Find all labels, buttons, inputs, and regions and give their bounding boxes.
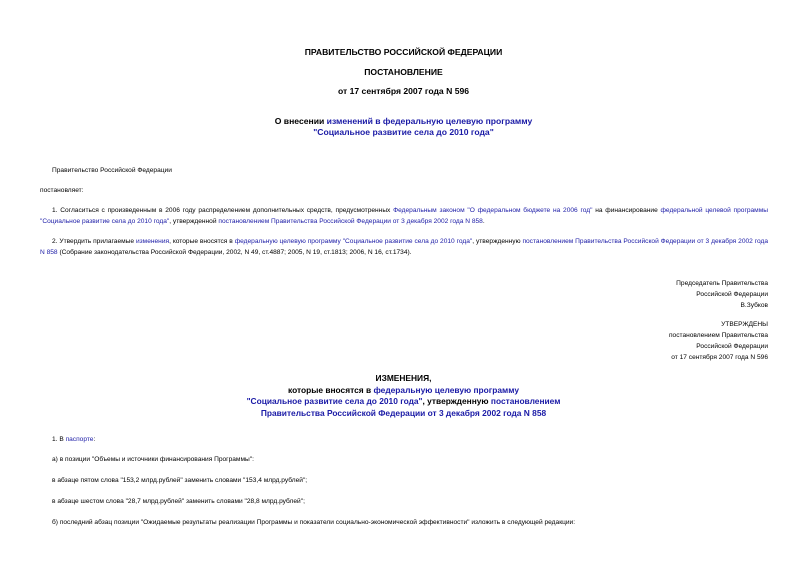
para2-text-4: (Собрание законодательства Российской Федерации, 2002, N 49, ст.4887; 2005, N 19, ст.1813; 2006, N 16, ст.1734).: [57, 249, 412, 256]
item-b: б) последний абзац позиции "Ожидаемые результаты реализации Программы и показатели социально-экономической эффективности" изложить в следующей редакции:: [52, 519, 576, 526]
doc-title: [0, 116, 807, 138]
changes-line-4: [0, 408, 807, 420]
signature-name: В.Зубков: [740, 302, 768, 309]
signature-block: [676, 278, 768, 311]
para1-link-budget-law[interactable]: Федеральным законом "О федеральном бюджете на 2006 год": [393, 207, 593, 214]
signature-org: Российской Федерации: [696, 291, 768, 298]
paragraph-1: [40, 205, 768, 227]
changes-link-program-name[interactable]: "Социальное развитие села до 2010 года": [246, 396, 423, 406]
government-heading: ПРАВИТЕЛЬСТВО РОССИЙСКОЙ ФЕДЕРАЦИИ: [304, 47, 503, 57]
item-1: 1. В паспорте:: [52, 436, 96, 443]
item-a-1: в абзаце пятом слова "153,2 млрд.рублей" заменить словами "153,4 млрд.рублей";: [52, 477, 308, 484]
title-link-program[interactable]: "Социальное развитие села до 2010 года": [313, 127, 494, 137]
changes-link-resolution[interactable]: постановлением: [490, 396, 561, 406]
changes-link-government[interactable]: Правительства Российской Федерации от 3 декабря 2002 года N 858: [260, 407, 547, 418]
item-a-2: в абзаце шестом слова "28,7 млрд.рублей" заменить словами "28,8 млрд.рублей";: [52, 498, 305, 505]
para2-link-changes[interactable]: изменения: [135, 238, 170, 245]
changes-title: ИЗМЕНЕНИЯ,: [375, 373, 432, 383]
item-a: а) в позиции "Объемы и источники финансирования Программы":: [52, 456, 254, 463]
title-prefix: О внесении: [274, 116, 327, 126]
para2-text-2: , которые вносятся в: [169, 238, 235, 245]
para1-text-1: 1. Согласиться с произведенным в 2006 году распределением дополнительных средств, предусмотренных: [52, 207, 394, 214]
para2-text-1: 2. Утвердить прилагаемые: [52, 238, 136, 245]
intro-decrees: постановляет:: [40, 187, 84, 194]
para1-text-4: .: [482, 218, 485, 225]
para1-text-2: на финансирование: [592, 207, 661, 214]
title-link-changes[interactable]: изменений в федеральную целевую программу: [326, 116, 533, 126]
item-1-link-passport[interactable]: паспорте: [65, 436, 94, 443]
para2-text-3: , утвержденную: [472, 238, 523, 245]
approval-line-1: УТВЕРЖДЕНЫ: [721, 321, 768, 328]
para2-link-program[interactable]: федеральную целевую программу "Социальное развитие села до 2010 года": [234, 238, 473, 245]
doc-type-heading: ПОСТАНОВЛЕНИЕ: [364, 67, 443, 77]
approval-block: [669, 319, 768, 363]
paragraph-2: [40, 236, 768, 258]
para1-text-3: , утвержденной: [169, 218, 219, 225]
signature-title: Председатель Правительства: [676, 280, 768, 287]
para2-link-resolution[interactable]: постановлением Правительства Российской Федерации от 3 декабря 2002 года N 858: [40, 238, 769, 256]
approval-line-3: Российской Федерации: [696, 343, 768, 350]
changes-heading: [0, 373, 807, 419]
approval-line-4: от 17 сентября 2007 года N 596: [671, 354, 768, 361]
changes-line-2: которые вносятся в федеральную целевую программу: [288, 384, 519, 395]
doc-date-number: от 17 сентября 2007 года N 596: [337, 86, 470, 96]
para1-link-resolution[interactable]: постановлением Правительства Российской Федерации от 3 декабря 2002 года N 858: [218, 218, 483, 225]
changes-line-3: "Социальное развитие села до 2010 года", утвержденную постановлением: [246, 396, 561, 406]
para1-link-program[interactable]: федеральной целевой программы "Социальное развитие села до 2010 года": [40, 207, 768, 225]
approval-line-2: постановлением Правительства: [668, 332, 768, 339]
changes-link-program[interactable]: федеральную целевую программу: [373, 384, 519, 395]
intro-government: Правительство Российской Федерации: [52, 167, 172, 174]
